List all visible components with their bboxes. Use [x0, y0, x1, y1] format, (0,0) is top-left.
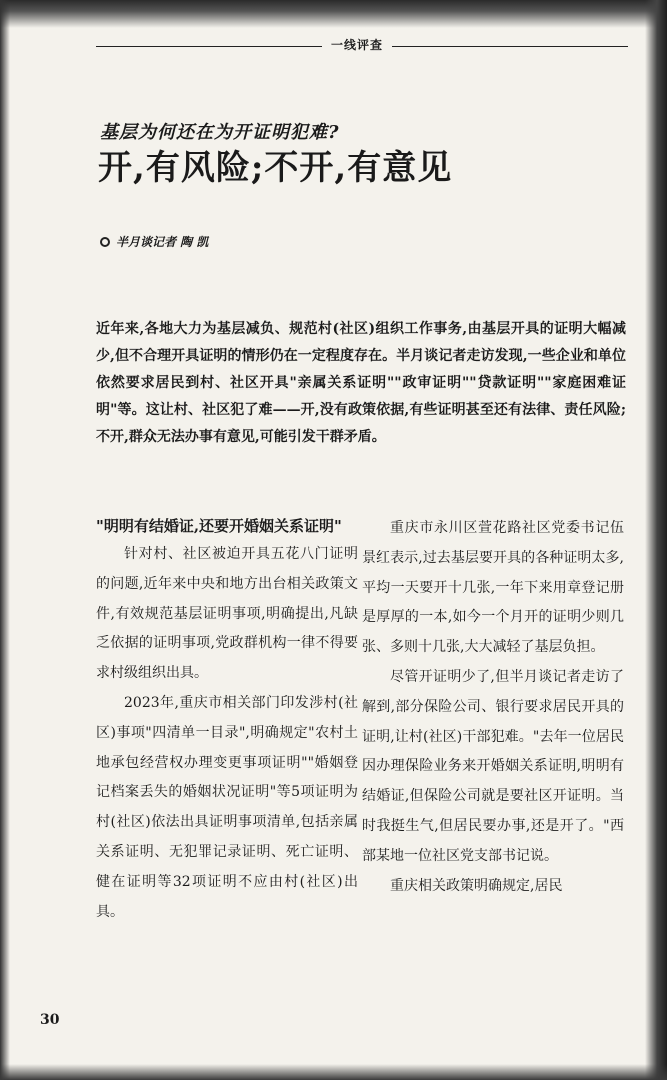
right-column	[362, 514, 624, 901]
lead-text: 近年来,各地大力为基层减负、规范村(社区)组织工作事务,由基层开具的证明大幅减少,但不合理开具证明的情形仍在一定程度存在。半月谈记者走访发现,一些企业和单位依然要求居民到村、社区开具"亲属关系证明""政审证明""贷款证明""家庭困难证明"等。这让村、社区犯了难——开,没有政策依据,有些证明甚至还有法律、责任风险;不开,群众无法办事有意见,可能引发干群矛盾。	[96, 321, 626, 445]
body-paragraph: 重庆相关政策明确规定,居民	[390, 877, 563, 894]
body-paragraph: 尽管开证明少了,但半月谈记者走访了解到,部分保险公司、银行要求居民开具的证明,让村(社区)干部犯难。"去年一位居民因办理保险业务来开婚姻关系证明,明明有结婚证,但保险公司就是要社区开证明。当时我挺生气,但居民要办事,还是开了。"西部某地一位社区党支部书记说。	[362, 668, 624, 864]
body-paragraph: 2023年,重庆市相关部门印发涉村(社区)事项"四清单一目录",明确规定"农村土地承包经营权办理变更事项证明""婚姻登记档案丢失的婚姻状况证明"等5项证明为村(社区)依法出具证明事项清单,包括亲属关系证明、无犯罪记录证明、死亡证明、健在证明等32项证明不应由村(社区)出具。	[96, 694, 358, 920]
byline	[100, 233, 208, 250]
byline-bullet-icon	[100, 237, 110, 247]
body-paragraph: 重庆市永川区萱花路社区党委书记伍景红表示,过去基层要开具的各种证明太多,平均一天要开十几张,一年下来用章登记册是厚厚的一本,如今一个月开的证明少则几张、多则十几张,大大减轻了基层负担。	[362, 520, 624, 656]
scan-shadow-right	[645, 0, 667, 1080]
section-subhead: "明明有结婚证,还要开婚姻关系证明"	[96, 517, 342, 535]
scan-shadow-left	[0, 0, 10, 1080]
scan-shadow-bottom	[0, 1064, 667, 1080]
header-rule-right	[392, 46, 628, 47]
article-headline: 开,有风险;不开,有意见	[98, 148, 453, 188]
section-label: 一线评查	[330, 38, 383, 52]
byline-text: 半月谈记者 陶 凯	[116, 235, 209, 249]
scan-shadow-top	[0, 0, 667, 28]
page-number: 30	[40, 1012, 60, 1028]
article-kicker: 基层为何还在为开证明犯难?	[100, 122, 340, 143]
left-column	[96, 512, 358, 927]
body-paragraph: 针对村、社区被迫开具五花八门证明的问题,近年来中央和地方出台相关政策文件,有效规范基层证明事项,明确提出,凡缺乏依据的证明事项,党政群机构一律不得要求村级组织出具。	[96, 546, 358, 682]
header-rule-left	[96, 46, 322, 47]
lead-paragraph	[96, 316, 626, 451]
